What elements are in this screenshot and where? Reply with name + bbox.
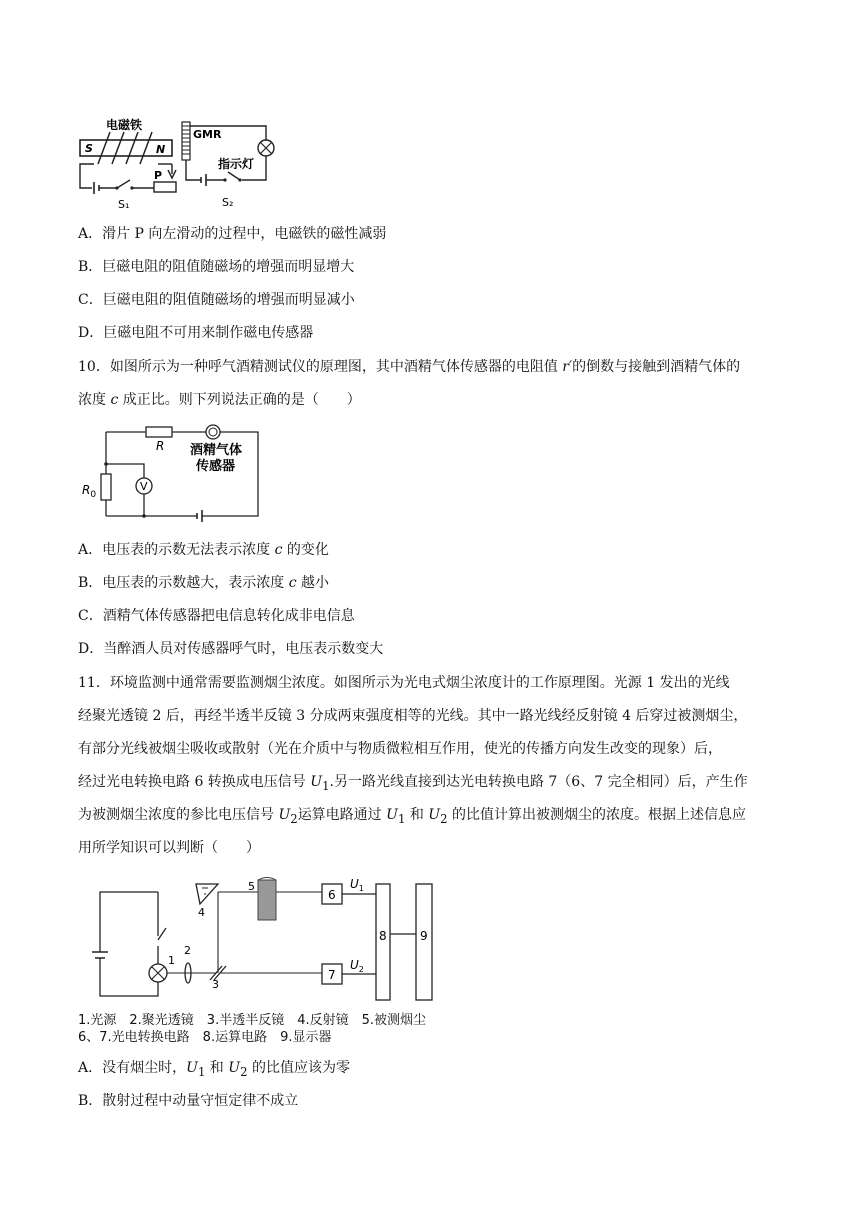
q11-option-b[interactable]: B．散射过程中动量守恒定律不成立 [78, 1093, 299, 1109]
q10-option-a[interactable]: A．电压表的示数无法表示浓度 c 的变化 [78, 542, 329, 558]
u2-label: $U_2$ [350, 958, 364, 974]
q10-stem-line-1: 10．如图所示为一种呼气酒精测试仪的原理图，其中酒精气体传感器的电阻值 r′的倒数与接触到酒精气体的 [78, 359, 741, 375]
s-pole-label: S [85, 142, 93, 155]
q11-stem-line-3: 有部分光线被烟尘吸收或散射（光在介质中与物质微粒相互作用，使光的传播方向发生改变的现象）后， [78, 741, 722, 757]
q9-option-a[interactable]: A．滑片 P 向左滑动的过程中，电磁铁的磁性减弱 [78, 226, 387, 242]
resistor-r-icon [146, 427, 172, 437]
q11-stem-line-6: 用所学知识可以判断（ ） [78, 840, 260, 856]
label-4: 4 [198, 906, 205, 919]
label-6: 6 [328, 888, 336, 902]
breathalyzer-circuit-figure [78, 424, 268, 524]
q10-option-c[interactable]: C．酒精气体传感器把电信息转化成非电信息 [78, 608, 355, 624]
resistor-r-label: R [156, 439, 165, 453]
s2-label: S₂ [222, 196, 234, 209]
q11-stem-line-1: 11．环境监测中通常需要监测烟尘浓度。如图所示为光电式烟尘浓度计的工作原理图。光源 1 发出的光线 [78, 675, 730, 691]
q9-option-d[interactable]: D．巨磁电阻不可用来制作磁电传感器 [78, 325, 314, 341]
label-9: 9 [420, 929, 428, 943]
slider-p-label: P [154, 169, 163, 182]
smoke-meter-figure [90, 872, 450, 1012]
q11-stem-line-2: 经聚光透镜 2 后，再经半透半反镜 3 分成两束强度相等的光线。其中一路光线经反射镜 4 后穿过被测烟尘， [78, 708, 748, 724]
u1-label: $U_1$ [350, 877, 364, 893]
gmr-label: GMR [193, 128, 222, 141]
label-3: 3 [212, 978, 219, 991]
reflector-mirror-icon [196, 884, 218, 904]
q10-option-d[interactable]: D．当醉酒人员对传感器呼气时，电压表示数变大 [78, 641, 384, 657]
q9-option-b[interactable]: B．巨磁电阻的阻值随磁场的增强而明显增大 [78, 259, 355, 275]
s1-label: S₁ [118, 198, 130, 211]
q10-option-b[interactable]: B．电压表的示数越大，表示浓度 c 越小 [78, 575, 330, 591]
gmr-circuit-figure [70, 112, 285, 212]
figure-legend-line-1: 1.光源 2.聚光透镜 3.半透半反镜 4.反射镜 5.被测烟尘 [78, 1013, 427, 1028]
resistor-r0-label: $R_0$ [82, 483, 97, 500]
q11-option-a[interactable]: A．没有烟尘时，$U_1$ 和 $U_2$ 的比值应该为零 [78, 1060, 350, 1079]
electromagnet-label: 电磁铁 [106, 118, 143, 132]
indicator-label: 指示灯 [218, 157, 255, 171]
q11-stem-line-5: 为被测烟尘浓度的参比电压信号 $U_2$运算电路通过 $U_1$ 和 $U_2$ 的比值计算出被测烟尘的浓度。根据上述信息应 [78, 807, 746, 826]
q10-stem-line-2: 浓度 c 成正比。则下列说法正确的是（ ） [78, 392, 361, 408]
smoke-sample-icon [258, 880, 276, 920]
figure-legend-line-2: 6、7.光电转换电路 8.运算电路 9.显示器 [78, 1030, 332, 1045]
sensor-label-2: 传感器 [196, 459, 236, 474]
label-8: 8 [379, 929, 387, 943]
resistor-r0-icon [101, 474, 111, 500]
label-7: 7 [328, 968, 336, 982]
sensor-label-1: 酒精气体 [190, 443, 243, 458]
q11-stem-line-4: 经过光电转换电路 6 转换成电压信号 $U_1$.另一路光线直接到达光电转换电路 7（6、7 完全相同）后，产生作 [78, 774, 748, 793]
n-pole-label: N [156, 143, 166, 156]
alcohol-sensor-icon [206, 425, 220, 439]
label-1: 1 [168, 954, 175, 967]
label-2: 2 [184, 944, 191, 957]
voltmeter-label: V [140, 480, 148, 493]
label-5: 5 [248, 880, 255, 893]
q9-option-c[interactable]: C．巨磁电阻的阻值随磁场的增强而明显减小 [78, 292, 355, 308]
